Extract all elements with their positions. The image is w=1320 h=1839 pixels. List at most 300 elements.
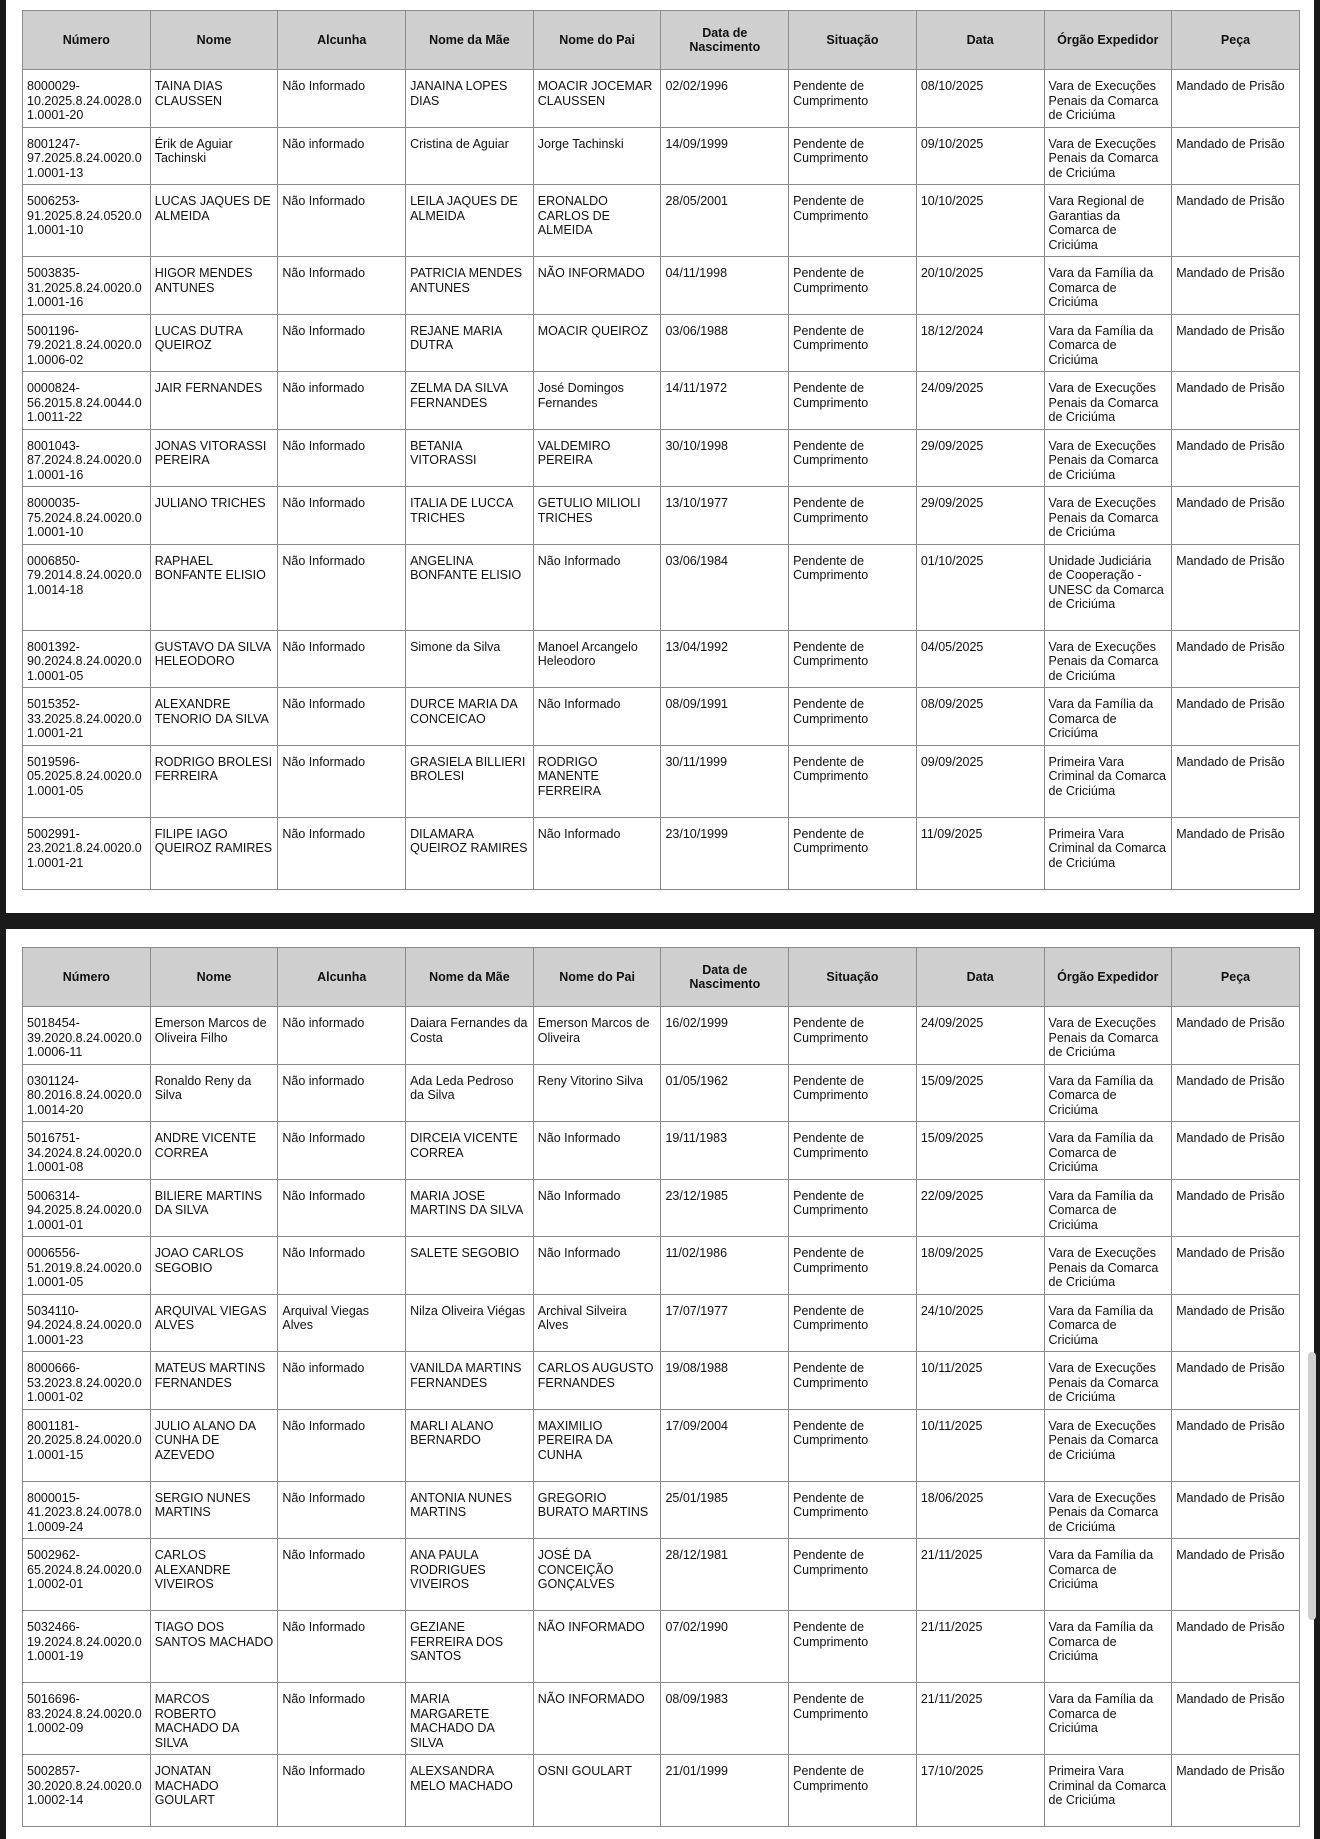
cell-numero: 5034110-94.2024.8.24.0020.0 1.0001-23: [23, 1294, 151, 1352]
cell-orgao-expedidor: Vara da Família da Comarca de Criciúma: [1044, 314, 1172, 372]
cell-numero: 5019596-05.2025.8.24.0020.0 1.0001-05: [23, 745, 151, 817]
cell-nome-pai: NÃO INFORMADO: [533, 1611, 661, 1683]
cell-numero: 8000666-53.2023.8.24.0020.0 1.0001-02: [23, 1352, 151, 1410]
cell-data-nascimento: 30/11/1999: [661, 745, 789, 817]
col-nome-pai: Nome do Pai: [533, 11, 661, 70]
cell-nome-mae: DURCE MARIA DA CONCEICAO: [406, 688, 534, 746]
cell-nome-mae: GRASIELA BILLIERI BROLESI: [406, 745, 534, 817]
cell-nome: BILIERE MARTINS DA SILVA: [150, 1179, 278, 1237]
cell-nome-pai: Manoel Arcangelo Heleodoro: [533, 630, 661, 688]
cell-orgao-expedidor: Primeira Vara Criminal da Comarca de Criciúma: [1044, 817, 1172, 889]
header-row: [23, 948, 1300, 1007]
cell-peca: Mandado de Prisão: [1172, 1179, 1300, 1237]
col-nome-pai: Nome do Pai: [533, 948, 661, 1007]
cell-alcunha: Não Informado: [278, 817, 406, 889]
cell-data: 24/09/2025: [916, 1007, 1044, 1065]
cell-alcunha: Não informado: [278, 127, 406, 185]
cell-situacao: Pendente de Cumprimento: [789, 429, 917, 487]
cell-numero: 8000029-10.2025.8.24.0028.0 1.0001-20: [23, 70, 151, 128]
cell-alcunha: Não Informado: [278, 70, 406, 128]
cell-orgao-expedidor: Vara de Execuções Penais da Comarca de Criciúma: [1044, 1352, 1172, 1410]
cell-situacao: Pendente de Cumprimento: [789, 127, 917, 185]
cell-numero: 0006556-51.2019.8.24.0020.0 1.0001-05: [23, 1237, 151, 1295]
cell-numero: 8000015-41.2023.8.24.0078.0 1.0009-24: [23, 1481, 151, 1539]
cell-numero: 5032466-19.2024.8.24.0020.0 1.0001-19: [23, 1611, 151, 1683]
table-row: [23, 487, 1300, 545]
cell-nome-pai: Jorge Tachinski: [533, 127, 661, 185]
cell-data: 11/09/2025: [916, 817, 1044, 889]
cell-situacao: Pendente de Cumprimento: [789, 1007, 917, 1065]
cell-peca: Mandado de Prisão: [1172, 487, 1300, 545]
cell-nome: FILIPE IAGO QUEIROZ RAMIRES: [150, 817, 278, 889]
cell-data: 08/10/2025: [916, 70, 1044, 128]
cell-peca: Mandado de Prisão: [1172, 1409, 1300, 1481]
cell-situacao: Pendente de Cumprimento: [789, 745, 917, 817]
cell-situacao: Pendente de Cumprimento: [789, 372, 917, 430]
cell-situacao: Pendente de Cumprimento: [789, 1539, 917, 1611]
cell-situacao: Pendente de Cumprimento: [789, 688, 917, 746]
table-row: [23, 817, 1300, 889]
cell-alcunha: Não Informado: [278, 257, 406, 315]
cell-numero: 5002962-65.2024.8.24.0020.0 1.0002-01: [23, 1539, 151, 1611]
cell-nome-pai: Não Informado: [533, 817, 661, 889]
table-row: [23, 1352, 1300, 1410]
cell-numero: 0000824-56.2015.8.24.0044.0 1.0011-22: [23, 372, 151, 430]
cell-alcunha: Não Informado: [278, 544, 406, 630]
cell-orgao-expedidor: Vara da Família da Comarca de Criciúma: [1044, 688, 1172, 746]
cell-peca: Mandado de Prisão: [1172, 1122, 1300, 1180]
cell-nome: JULIANO TRICHES: [150, 487, 278, 545]
cell-data: 10/11/2025: [916, 1409, 1044, 1481]
cell-alcunha: Não Informado: [278, 1611, 406, 1683]
col-peca: Peça: [1172, 11, 1300, 70]
cell-nome-pai: Não Informado: [533, 1122, 661, 1180]
cell-numero: 5016751-34.2024.8.24.0020.0 1.0001-08: [23, 1122, 151, 1180]
cell-data-nascimento: 23/10/1999: [661, 817, 789, 889]
cell-situacao: Pendente de Cumprimento: [789, 257, 917, 315]
cell-peca: Mandado de Prisão: [1172, 185, 1300, 257]
cell-orgao-expedidor: Vara da Família da Comarca de Criciúma: [1044, 1294, 1172, 1352]
cell-nome: SERGIO NUNES MARTINS: [150, 1481, 278, 1539]
cell-data-nascimento: 17/07/1977: [661, 1294, 789, 1352]
cell-data: 29/09/2025: [916, 487, 1044, 545]
cell-nome-pai: José Domingos Fernandes: [533, 372, 661, 430]
cell-numero: 8001181-20.2025.8.24.0020.0 1.0001-15: [23, 1409, 151, 1481]
cell-orgao-expedidor: Vara de Execuções Penais da Comarca de Criciúma: [1044, 1409, 1172, 1481]
cell-orgao-expedidor: Vara de Execuções Penais da Comarca de Criciúma: [1044, 487, 1172, 545]
cell-situacao: Pendente de Cumprimento: [789, 1683, 917, 1755]
cell-peca: Mandado de Prisão: [1172, 1352, 1300, 1410]
col-data-nascimento: Data de Nascimento: [661, 948, 789, 1007]
cell-alcunha: Não Informado: [278, 1179, 406, 1237]
col-peca: Peça: [1172, 948, 1300, 1007]
cell-nome: JONATAN MACHADO GOULART: [150, 1755, 278, 1827]
cell-orgao-expedidor: Vara da Família da Comarca de Criciúma: [1044, 1611, 1172, 1683]
cell-numero: 8001247-97.2025.8.24.0020.0 1.0001-13: [23, 127, 151, 185]
cell-situacao: Pendente de Cumprimento: [789, 487, 917, 545]
cell-data-nascimento: 30/10/1998: [661, 429, 789, 487]
cell-nome: ARQUIVAL VIEGAS ALVES: [150, 1294, 278, 1352]
cell-alcunha: Não Informado: [278, 688, 406, 746]
cell-alcunha: Não Informado: [278, 1539, 406, 1611]
cell-peca: Mandado de Prisão: [1172, 1611, 1300, 1683]
cell-data: 09/09/2025: [916, 745, 1044, 817]
cell-data-nascimento: 08/09/1991: [661, 688, 789, 746]
cell-numero: 5002991-23.2021.8.24.0020.0 1.0001-21: [23, 817, 151, 889]
cell-nome: MATEUS MARTINS FERNANDES: [150, 1352, 278, 1410]
cell-nome: JOAO CARLOS SEGOBIO: [150, 1237, 278, 1295]
cell-situacao: Pendente de Cumprimento: [789, 1755, 917, 1827]
cell-peca: Mandado de Prisão: [1172, 1539, 1300, 1611]
cell-situacao: Pendente de Cumprimento: [789, 1409, 917, 1481]
cell-nome-pai: Não Informado: [533, 544, 661, 630]
cell-numero: 8001043-87.2024.8.24.0020.0 1.0001-16: [23, 429, 151, 487]
col-numero: Número: [23, 948, 151, 1007]
cell-orgao-expedidor: Primeira Vara Criminal da Comarca de Criciúma: [1044, 1755, 1172, 1827]
cell-numero: 5018454-39.2020.8.24.0020.0 1.0006-11: [23, 1007, 151, 1065]
cell-nome-mae: MARIA JOSE MARTINS DA SILVA: [406, 1179, 534, 1237]
cell-orgao-expedidor: Vara da Família da Comarca de Criciúma: [1044, 1539, 1172, 1611]
cell-alcunha: Não Informado: [278, 1409, 406, 1481]
cell-data-nascimento: 08/09/1983: [661, 1683, 789, 1755]
cell-nome-pai: MOACIR QUEIROZ: [533, 314, 661, 372]
table-row: [23, 429, 1300, 487]
cell-nome: Emerson Marcos de Oliveira Filho: [150, 1007, 278, 1065]
cell-nome-pai: RODRIGO MANENTE FERREIRA: [533, 745, 661, 817]
header-row: [23, 11, 1300, 70]
cell-numero: 5006253-91.2025.8.24.0520.0 1.0001-10: [23, 185, 151, 257]
cell-nome: RAPHAEL BONFANTE ELISIO: [150, 544, 278, 630]
cell-nome: JAIR FERNANDES: [150, 372, 278, 430]
cell-peca: Mandado de Prisão: [1172, 1755, 1300, 1827]
col-data-nascimento: Data de Nascimento: [661, 11, 789, 70]
cell-data: 01/10/2025: [916, 544, 1044, 630]
cell-peca: Mandado de Prisão: [1172, 1007, 1300, 1065]
cell-alcunha: Não informado: [278, 1007, 406, 1065]
cell-orgao-expedidor: Vara de Execuções Penais da Comarca de Criciúma: [1044, 372, 1172, 430]
table-row: [23, 1064, 1300, 1122]
cell-data: 15/09/2025: [916, 1064, 1044, 1122]
cell-orgao-expedidor: Vara da Família da Comarca de Criciúma: [1044, 1122, 1172, 1180]
col-orgao-expedidor: Órgão Expedidor: [1044, 948, 1172, 1007]
table-row: [23, 1481, 1300, 1539]
cell-orgao-expedidor: Vara de Execuções Penais da Comarca de Criciúma: [1044, 630, 1172, 688]
cell-data-nascimento: 13/04/1992: [661, 630, 789, 688]
cell-data-nascimento: 04/11/1998: [661, 257, 789, 315]
cell-data-nascimento: 03/06/1988: [661, 314, 789, 372]
cell-nome-pai: Não Informado: [533, 688, 661, 746]
cell-numero: 5002857-30.2020.8.24.0020.0 1.0002-14: [23, 1755, 151, 1827]
cell-peca: Mandado de Prisão: [1172, 745, 1300, 817]
table-row: [23, 185, 1300, 257]
cell-situacao: Pendente de Cumprimento: [789, 1481, 917, 1539]
cell-data: 18/06/2025: [916, 1481, 1044, 1539]
cell-situacao: Pendente de Cumprimento: [789, 1294, 917, 1352]
cell-alcunha: Não informado: [278, 1352, 406, 1410]
cell-peca: Mandado de Prisão: [1172, 688, 1300, 746]
cell-orgao-expedidor: Primeira Vara Criminal da Comarca de Criciúma: [1044, 745, 1172, 817]
cell-orgao-expedidor: Vara de Execuções Penais da Comarca de Criciúma: [1044, 429, 1172, 487]
table-row: [23, 745, 1300, 817]
col-situacao: Situação: [789, 948, 917, 1007]
cell-situacao: Pendente de Cumprimento: [789, 1064, 917, 1122]
cell-situacao: Pendente de Cumprimento: [789, 185, 917, 257]
table-row: [23, 1294, 1300, 1352]
cell-peca: Mandado de Prisão: [1172, 1237, 1300, 1295]
cell-nome: Ronaldo Reny da Silva: [150, 1064, 278, 1122]
cell-numero: 5001196-79.2021.8.24.0020.0 1.0006-02: [23, 314, 151, 372]
cell-nome-mae: MARLI ALANO BERNARDO: [406, 1409, 534, 1481]
col-alcunha: Alcunha: [278, 11, 406, 70]
cell-data: 18/12/2024: [916, 314, 1044, 372]
table-row: [23, 1122, 1300, 1180]
cell-nome-pai: Reny Vitorino Silva: [533, 1064, 661, 1122]
table-row: [23, 1539, 1300, 1611]
cell-orgao-expedidor: Vara de Execuções Penais da Comarca de Criciúma: [1044, 70, 1172, 128]
cell-nome: RODRIGO BROLESI FERREIRA: [150, 745, 278, 817]
cell-data: 09/10/2025: [916, 127, 1044, 185]
cell-nome-mae: Nilza Oliveira Viégas: [406, 1294, 534, 1352]
cell-data: 22/09/2025: [916, 1179, 1044, 1237]
cell-peca: Mandado de Prisão: [1172, 372, 1300, 430]
table-row: [23, 1237, 1300, 1295]
cell-alcunha: Não Informado: [278, 1481, 406, 1539]
cell-data-nascimento: 07/02/1990: [661, 1611, 789, 1683]
cell-data-nascimento: 19/08/1988: [661, 1352, 789, 1410]
cell-data-nascimento: 17/09/2004: [661, 1409, 789, 1481]
cell-peca: Mandado de Prisão: [1172, 70, 1300, 128]
cell-orgao-expedidor: Vara de Execuções Penais da Comarca de Criciúma: [1044, 1237, 1172, 1295]
cell-nome-mae: LEILA JAQUES DE ALMEIDA: [406, 185, 534, 257]
table-row: [23, 372, 1300, 430]
cell-nome-pai: OSNI GOULART: [533, 1755, 661, 1827]
col-nome: Nome: [150, 11, 278, 70]
cell-alcunha: Não Informado: [278, 630, 406, 688]
table-row: [23, 1683, 1300, 1755]
cell-orgao-expedidor: Vara de Execuções Penais da Comarca de Criciúma: [1044, 1481, 1172, 1539]
cell-orgao-expedidor: Unidade Judiciária de Cooperação - UNESC da Comarca de Criciúma: [1044, 544, 1172, 630]
cell-nome-mae: ANTONIA NUNES MARTINS: [406, 1481, 534, 1539]
cell-nome: TIAGO DOS SANTOS MACHADO: [150, 1611, 278, 1683]
cell-alcunha: Não Informado: [278, 429, 406, 487]
document-page-2: [6, 929, 1314, 1839]
cell-peca: Mandado de Prisão: [1172, 1064, 1300, 1122]
table-row: [23, 257, 1300, 315]
cell-data-nascimento: 19/11/1983: [661, 1122, 789, 1180]
cell-numero: 5016696-83.2024.8.24.0020.0 1.0002-09: [23, 1683, 151, 1755]
cell-nome: JULIO ALANO DA CUNHA DE AZEVEDO: [150, 1409, 278, 1481]
cell-nome-pai: MAXIMILIO PEREIRA DA CUNHA: [533, 1409, 661, 1481]
cell-data: 04/05/2025: [916, 630, 1044, 688]
cell-nome-mae: JANAINA LOPES DIAS: [406, 70, 534, 128]
table-row: [23, 1611, 1300, 1683]
col-data: Data: [916, 11, 1044, 70]
cell-orgao-expedidor: Vara de Execuções Penais da Comarca de Criciúma: [1044, 127, 1172, 185]
cell-nome: LUCAS DUTRA QUEIROZ: [150, 314, 278, 372]
cell-numero: 0301124-80.2016.8.24.0020.0 1.0014-20: [23, 1064, 151, 1122]
cell-peca: Mandado de Prisão: [1172, 630, 1300, 688]
table-row: [23, 544, 1300, 630]
cell-data-nascimento: 28/05/2001: [661, 185, 789, 257]
cell-orgao-expedidor: Vara da Família da Comarca de Criciúma: [1044, 1064, 1172, 1122]
cell-situacao: Pendente de Cumprimento: [789, 70, 917, 128]
table-row: [23, 1755, 1300, 1827]
col-nome: Nome: [150, 948, 278, 1007]
cell-data: 17/10/2025: [916, 1755, 1044, 1827]
cell-data-nascimento: 28/12/1981: [661, 1539, 789, 1611]
table-row: [23, 1007, 1300, 1065]
cell-nome-pai: Não Informado: [533, 1237, 661, 1295]
cell-nome-mae: ANGELINA BONFANTE ELISIO: [406, 544, 534, 630]
cell-numero: 5015352-33.2025.8.24.0020.0 1.0001-21: [23, 688, 151, 746]
cell-numero: 8000035-75.2024.8.24.0020.0 1.0001-10: [23, 487, 151, 545]
cell-nome: LUCAS JAQUES DE ALMEIDA: [150, 185, 278, 257]
cell-nome: TAINA DIAS CLAUSSEN: [150, 70, 278, 128]
cell-data: 24/10/2025: [916, 1294, 1044, 1352]
cell-nome-mae: Cristina de Aguiar: [406, 127, 534, 185]
cell-orgao-expedidor: Vara de Execuções Penais da Comarca de Criciúma: [1044, 1007, 1172, 1065]
cell-alcunha: Não informado: [278, 372, 406, 430]
cell-nome-mae: Ada Leda Pedroso da Silva: [406, 1064, 534, 1122]
table-row: [23, 127, 1300, 185]
cell-data-nascimento: 23/12/1985: [661, 1179, 789, 1237]
cell-situacao: Pendente de Cumprimento: [789, 1122, 917, 1180]
cell-peca: Mandado de Prisão: [1172, 257, 1300, 315]
cell-data-nascimento: 02/02/1996: [661, 70, 789, 128]
cell-nome-pai: Emerson Marcos de Oliveira: [533, 1007, 661, 1065]
cell-alcunha: Não Informado: [278, 1237, 406, 1295]
scrollbar-thumb[interactable]: [1308, 1352, 1316, 1620]
col-nome-mae: Nome da Mãe: [406, 948, 534, 1007]
col-data: Data: [916, 948, 1044, 1007]
cell-peca: Mandado de Prisão: [1172, 1683, 1300, 1755]
cell-data-nascimento: 11/02/1986: [661, 1237, 789, 1295]
cell-data: 21/11/2025: [916, 1539, 1044, 1611]
cell-nome-pai: CARLOS AUGUSTO FERNANDES: [533, 1352, 661, 1410]
cell-nome-pai: NÃO INFORMADO: [533, 257, 661, 315]
cell-nome: JONAS VITORASSI PEREIRA: [150, 429, 278, 487]
cell-nome: ANDRE VICENTE CORREA: [150, 1122, 278, 1180]
cell-data: 20/10/2025: [916, 257, 1044, 315]
cell-orgao-expedidor: Vara da Família da Comarca de Criciúma: [1044, 1179, 1172, 1237]
cell-data: 24/09/2025: [916, 372, 1044, 430]
cell-situacao: Pendente de Cumprimento: [789, 314, 917, 372]
col-orgao-expedidor: Órgão Expedidor: [1044, 11, 1172, 70]
cell-nome-mae: DILAMARA QUEIROZ RAMIRES: [406, 817, 534, 889]
cell-situacao: Pendente de Cumprimento: [789, 1237, 917, 1295]
col-alcunha: Alcunha: [278, 948, 406, 1007]
cell-nome-mae: ZELMA DA SILVA FERNANDES: [406, 372, 534, 430]
cell-peca: Mandado de Prisão: [1172, 429, 1300, 487]
cell-data-nascimento: 03/06/1984: [661, 544, 789, 630]
warrants-table-page-2: [22, 947, 1300, 1827]
cell-peca: Mandado de Prisão: [1172, 544, 1300, 630]
cell-numero: 0006850-79.2014.8.24.0020.0 1.0014-18: [23, 544, 151, 630]
cell-alcunha: Arquival Viegas Alves: [278, 1294, 406, 1352]
cell-nome-pai: Não Informado: [533, 1179, 661, 1237]
col-situacao: Situação: [789, 11, 917, 70]
cell-nome-mae: SALETE SEGOBIO: [406, 1237, 534, 1295]
cell-nome: Érik de Aguiar Tachinski: [150, 127, 278, 185]
cell-peca: Mandado de Prisão: [1172, 314, 1300, 372]
cell-nome: CARLOS ALEXANDRE VIVEIROS: [150, 1539, 278, 1611]
table-row: [23, 688, 1300, 746]
cell-nome-mae: Simone da Silva: [406, 630, 534, 688]
cell-peca: Mandado de Prisão: [1172, 817, 1300, 889]
cell-nome-pai: NÃO INFORMADO: [533, 1683, 661, 1755]
cell-nome-pai: MOACIR JOCEMAR CLAUSSEN: [533, 70, 661, 128]
cell-orgao-expedidor: Vara da Família da Comarca de Criciúma: [1044, 1683, 1172, 1755]
cell-peca: Mandado de Prisão: [1172, 1294, 1300, 1352]
cell-numero: 8001392-90.2024.8.24.0020.0 1.0001-05: [23, 630, 151, 688]
cell-alcunha: Não Informado: [278, 1683, 406, 1755]
cell-nome: MARCOS ROBERTO MACHADO DA SILVA: [150, 1683, 278, 1755]
cell-alcunha: Não Informado: [278, 745, 406, 817]
cell-alcunha: Não Informado: [278, 487, 406, 545]
cell-alcunha: Não Informado: [278, 314, 406, 372]
cell-alcunha: Não Informado: [278, 1122, 406, 1180]
cell-orgao-expedidor: Vara Regional de Garantias da Comarca de Criciúma: [1044, 185, 1172, 257]
cell-nome: HIGOR MENDES ANTUNES: [150, 257, 278, 315]
table-row: [23, 630, 1300, 688]
warrants-table-page-1: [22, 10, 1300, 890]
cell-data: 29/09/2025: [916, 429, 1044, 487]
cell-alcunha: Não informado: [278, 1064, 406, 1122]
cell-nome-pai: ERONALDO CARLOS DE ALMEIDA: [533, 185, 661, 257]
cell-peca: Mandado de Prisão: [1172, 127, 1300, 185]
cell-data: 10/11/2025: [916, 1352, 1044, 1410]
cell-data: 08/09/2025: [916, 688, 1044, 746]
cell-nome-mae: MARIA MARGARETE MACHADO DA SILVA: [406, 1683, 534, 1755]
cell-data-nascimento: 21/01/1999: [661, 1755, 789, 1827]
cell-situacao: Pendente de Cumprimento: [789, 817, 917, 889]
cell-data: 21/11/2025: [916, 1611, 1044, 1683]
cell-data-nascimento: 25/01/1985: [661, 1481, 789, 1539]
cell-nome-mae: ANA PAULA RODRIGUES VIVEIROS: [406, 1539, 534, 1611]
cell-nome-mae: DIRCEIA VICENTE CORREA: [406, 1122, 534, 1180]
cell-nome: ALEXANDRE TENORIO DA SILVA: [150, 688, 278, 746]
cell-nome-pai: JOSÉ DA CONCEIÇÃO GONÇALVES: [533, 1539, 661, 1611]
table-row: [23, 1409, 1300, 1481]
cell-nome: GUSTAVO DA SILVA HELEODORO: [150, 630, 278, 688]
cell-situacao: Pendente de Cumprimento: [789, 630, 917, 688]
table-row: [23, 70, 1300, 128]
table-row: [23, 1179, 1300, 1237]
document-page-1: [6, 0, 1314, 913]
cell-data-nascimento: 13/10/1977: [661, 487, 789, 545]
cell-data-nascimento: 16/02/1999: [661, 1007, 789, 1065]
cell-numero: 5006314-94.2025.8.24.0020.0 1.0001-01: [23, 1179, 151, 1237]
cell-data-nascimento: 14/11/1972: [661, 372, 789, 430]
col-nome-mae: Nome da Mãe: [406, 11, 534, 70]
cell-nome-pai: VALDEMIRO PEREIRA: [533, 429, 661, 487]
cell-alcunha: Não Informado: [278, 1755, 406, 1827]
cell-nome-mae: VANILDA MARTINS FERNANDES: [406, 1352, 534, 1410]
cell-data: 10/10/2025: [916, 185, 1044, 257]
cell-data: 21/11/2025: [916, 1683, 1044, 1755]
cell-nome-mae: ALEXSANDRA MELO MACHADO: [406, 1755, 534, 1827]
cell-nome-mae: REJANE MARIA DUTRA: [406, 314, 534, 372]
cell-alcunha: Não Informado: [278, 185, 406, 257]
cell-nome-mae: ITALIA DE LUCCA TRICHES: [406, 487, 534, 545]
cell-orgao-expedidor: Vara da Família da Comarca de Criciúma: [1044, 257, 1172, 315]
cell-situacao: Pendente de Cumprimento: [789, 1352, 917, 1410]
table-row: [23, 314, 1300, 372]
cell-nome-mae: PATRICIA MENDES ANTUNES: [406, 257, 534, 315]
cell-nome-mae: GEZIANE FERREIRA DOS SANTOS: [406, 1611, 534, 1683]
col-numero: Número: [23, 11, 151, 70]
cell-peca: Mandado de Prisão: [1172, 1481, 1300, 1539]
